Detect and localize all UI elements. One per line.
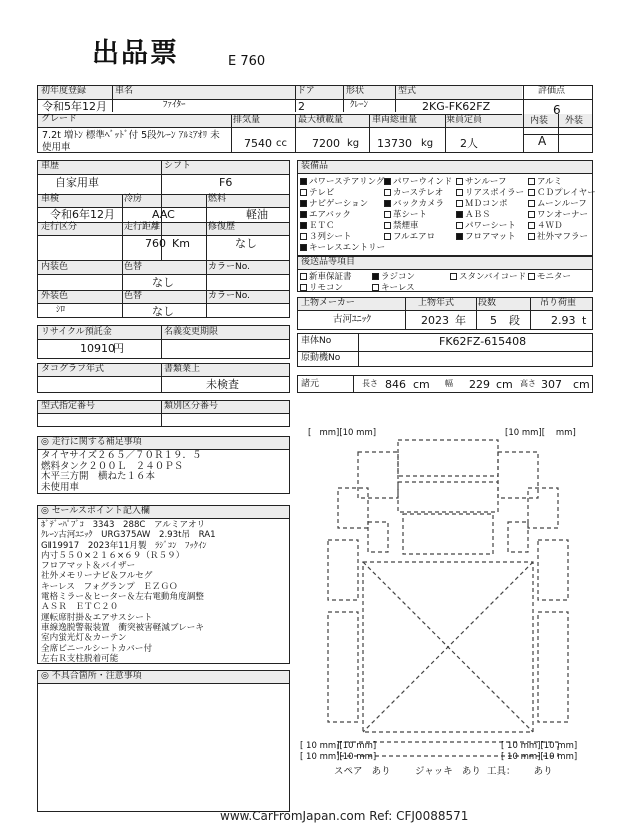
label-driving-notes: ◎ 走行に関する補足事項 xyxy=(41,437,142,447)
sales-point-text: ﾎﾞﾃﾞｰﾊﾟﾌﾞｺ 3343 288C アルミアオリ ｸﾚｰﾝ古河ﾕﾆｯｸ URG375AW 2.93t吊 RA1 GⅡ19917 2023年11月製 ﾗｼﾞｺﾝ ﾌｯｸｲﾝ 内寸５５０×２１６×６９（Ｒ５９） フロアマット＆バイザー 社外メモリーナビ＆フルセグ キーレス フォグランプ ＥＺＧＯ 電格ミラー＆ヒーター＆左右電動角度調整 ＡＳＲ ＥＴＣ２０ 運転席肘掛＆エアサスシート 車線逸脱警報装置 衝突被害軽減ブレーキ 室内蛍光灯＆カーテン 全席ビニールシートカバー付 左右Ｒ支柱脱着可能 xyxy=(41,520,216,664)
value-cooling: AAC xyxy=(152,208,175,221)
equipment-item: ムーンルーフ xyxy=(528,197,587,209)
unit-ton: t xyxy=(582,314,587,327)
label-post-items: 後送品等項目 xyxy=(301,257,356,267)
label-first-reg: 初年度登録 xyxy=(41,86,87,96)
value-interior: A xyxy=(538,134,547,148)
label-inspection: 車検 xyxy=(41,194,60,204)
checked-box-icon xyxy=(384,178,391,185)
value-score: 6 xyxy=(553,103,561,117)
checked-box-icon xyxy=(384,200,391,207)
equipment-item: ＥＴＣ xyxy=(300,219,335,231)
label-grade: グレード xyxy=(41,114,78,124)
label-exterior-color: 外装色 xyxy=(41,291,69,301)
equipment-item: キーレスエントリー xyxy=(300,241,385,253)
unchecked-box-icon xyxy=(528,273,535,280)
unit-yen: 円 xyxy=(113,342,124,355)
label-interior-colorno: カラーNo. xyxy=(208,262,250,272)
post-item: ラジコン xyxy=(372,270,415,282)
value-car-name: ﾌｧｲﾀｰ xyxy=(163,100,186,110)
unchecked-box-icon xyxy=(456,200,463,207)
label-gross-weight: 車両総重量 xyxy=(372,115,418,125)
unchecked-box-icon xyxy=(528,200,535,207)
value-cert: 未検査 xyxy=(206,378,239,391)
label-history: 車歴 xyxy=(41,161,60,171)
value-first-reg: 令和5年12月 xyxy=(42,100,107,113)
defect-notes-box xyxy=(37,670,290,812)
unchecked-box-icon xyxy=(300,233,307,240)
value-crane-maker: 古河ﾕﾆｯｸ xyxy=(333,314,372,325)
label-sales-point: ◎ セールスポイント記入欄 xyxy=(41,506,150,516)
label-crane-maker: 上物メーカー xyxy=(301,298,355,308)
equipment-item: 禁煙車 xyxy=(384,219,419,231)
value-gross-weight: 13730 xyxy=(377,137,412,150)
value-door: 2 xyxy=(298,100,305,113)
unchecked-box-icon xyxy=(456,222,463,229)
equipment-item: ＡＢＳ xyxy=(456,208,491,220)
label-length: 長さ xyxy=(362,379,378,388)
unchecked-box-icon xyxy=(384,233,391,240)
unchecked-box-icon xyxy=(528,222,535,229)
equipment-item: 革シート xyxy=(384,208,427,220)
label-crane-year: 上物年式 xyxy=(418,298,455,308)
unchecked-box-icon xyxy=(300,189,307,196)
unit-year: 年 xyxy=(455,314,466,327)
value-lift-load: 2.93 xyxy=(551,314,576,327)
label-cert: 書類業上 xyxy=(164,364,201,374)
tools: 工具： あり xyxy=(487,766,553,777)
spare-tire: スペア あり xyxy=(334,766,391,777)
value-displacement: 7540 xyxy=(244,137,272,150)
value-history: 自家用車 xyxy=(55,176,99,189)
label-lift-load: 吊り荷重 xyxy=(540,298,577,308)
value-repair: なし xyxy=(235,237,257,250)
unchecked-box-icon xyxy=(384,189,391,196)
value-exterior-change: なし xyxy=(152,305,174,318)
unit-kg-2: kg xyxy=(421,138,434,149)
equipment-item: エアバック xyxy=(300,208,351,220)
lot-number: E 760 xyxy=(228,54,266,69)
tire-tread-front-right: [10 mm][ mm] xyxy=(505,428,576,438)
equipment-item: ４ＷＤ xyxy=(528,219,563,231)
unit-km: Km xyxy=(172,237,190,250)
checked-box-icon xyxy=(300,222,307,229)
label-shape: 形状 xyxy=(346,86,365,96)
jack: ジャッキ あり xyxy=(415,766,481,777)
label-defect-notes: ◎ 不具合箇所・注意事項 xyxy=(41,671,142,681)
post-item: リモコン xyxy=(300,281,343,293)
unchecked-box-icon xyxy=(528,189,535,196)
unchecked-box-icon xyxy=(384,222,391,229)
label-width: 幅 xyxy=(445,379,453,388)
circle-icon: ◎ xyxy=(41,506,49,516)
checked-box-icon xyxy=(300,244,307,251)
unit-length: cm xyxy=(413,378,430,391)
label-engine-no: 原動機No xyxy=(301,353,341,363)
label-mileage: 走行距離 xyxy=(124,222,161,232)
unchecked-box-icon xyxy=(528,233,535,240)
label-category: 類別区分番号 xyxy=(164,401,219,411)
unit-height: cm xyxy=(573,378,590,391)
value-width: 229 xyxy=(469,378,490,391)
page-title: 出品票 xyxy=(92,38,179,69)
equipment-item: ナビゲーション xyxy=(300,197,368,209)
unchecked-box-icon xyxy=(372,284,379,291)
label-chassis-no: 車体No xyxy=(301,336,332,346)
tire-tread-rear-left: [ 10 mm][10 mm] [ 10 mm][10 mm] xyxy=(300,741,377,762)
label-name-change: 名義変更期限 xyxy=(164,327,219,337)
unit-cc: cc xyxy=(276,138,287,149)
value-capacity: 2人 xyxy=(460,137,478,150)
label-capacity: 乗員定員 xyxy=(446,115,483,125)
label-exterior-colorno: カラーNo. xyxy=(208,291,250,301)
equipment-item: パワーシート xyxy=(456,219,516,231)
value-shift: F6 xyxy=(219,176,233,189)
value-mileage: 760 xyxy=(145,237,166,250)
label-drive-class: 走行区分 xyxy=(41,222,78,232)
value-exterior-color: ｼﾛ xyxy=(56,305,66,315)
equipment-item: フロアマット xyxy=(456,230,516,242)
checked-box-icon xyxy=(372,273,379,280)
unchecked-box-icon xyxy=(384,211,391,218)
label-exterior-change: 色替 xyxy=(124,291,143,301)
unchecked-box-icon xyxy=(528,178,535,185)
driving-notes-text: タイヤサイズ２６５／７０Ｒ１９．５ 燃料タンク２００Ｌ ２４０ＰＳ 木平三方開 横ねた１６本 未使用車 xyxy=(41,450,202,493)
value-length: 846 xyxy=(385,378,406,391)
truck-diagram xyxy=(298,422,634,782)
post-item: スタンバイコード xyxy=(450,270,526,282)
checked-box-icon xyxy=(300,211,307,218)
label-model: 型式 xyxy=(398,86,417,96)
unit-width: cm xyxy=(496,378,513,391)
equipment-item: 社外マフラー xyxy=(528,230,588,242)
label-exterior: 外装 xyxy=(565,116,584,126)
unchecked-box-icon xyxy=(456,189,463,196)
equipment-item: カーステレオ xyxy=(384,186,443,198)
unchecked-box-icon xyxy=(528,211,535,218)
circle-icon: ◎ xyxy=(41,437,49,447)
value-max-load: 7200 xyxy=(312,137,340,150)
tire-tread-front-left: [ mm][10 mm] xyxy=(308,428,377,438)
unchecked-box-icon xyxy=(450,273,457,280)
label-max-load: 最大積載量 xyxy=(298,115,344,125)
label-dimensions: 諸元 xyxy=(301,379,320,389)
label-repair: 修復歴 xyxy=(208,222,236,232)
footer-reference: www.CarFromJapan.com Ref: CFJ0088571 xyxy=(220,809,469,823)
label-equipment: 装備品 xyxy=(301,161,329,171)
circle-icon: ◎ xyxy=(41,671,49,681)
unchecked-box-icon xyxy=(300,273,307,280)
label-recycle: リサイクル預託金 xyxy=(41,327,112,337)
value-inspection: 令和6年12月 xyxy=(50,208,115,221)
equipment-item: サンルーフ xyxy=(456,175,506,187)
post-item: キーレス xyxy=(372,281,415,293)
tire-tread-rear-right: [ 10 mm][10 mm] [ 10 mm][10 mm] xyxy=(501,741,578,762)
equipment-item: ３列シート xyxy=(300,230,352,242)
label-cooling: 冷房 xyxy=(124,194,143,204)
label-height: 高さ xyxy=(520,379,536,388)
post-item: モニター xyxy=(528,270,571,282)
value-interior-change: なし xyxy=(152,276,174,289)
equipment-item: ＣＤプレイヤー xyxy=(528,186,596,198)
unchecked-box-icon xyxy=(300,284,307,291)
value-shape: ｸﾚｰﾝ xyxy=(350,100,369,110)
label-model-designation: 型式指定番号 xyxy=(41,401,96,411)
checked-box-icon xyxy=(300,178,307,185)
value-crane-year: 2023 xyxy=(421,314,449,327)
equipment-item: フルエアロ xyxy=(384,230,435,242)
value-chassis-no: FK62FZ-615408 xyxy=(439,335,527,348)
equipment-item: アルミ xyxy=(528,175,562,187)
checked-box-icon xyxy=(456,211,463,218)
unit-kg-1: kg xyxy=(347,138,360,149)
label-tacho: タコグラフ年式 xyxy=(41,364,105,374)
unit-steps: 段 xyxy=(509,314,520,327)
checked-box-icon xyxy=(456,233,463,240)
equipment-item: リアスポイラー xyxy=(456,186,524,198)
value-grade: 7.2t 増ﾄﾝ 標準ﾍﾞｯﾄﾞ付 5段ｸﾚｰﾝ ｱﾙﾐｱｵﾘ 未使用車 xyxy=(42,130,220,153)
value-steps: 5 xyxy=(490,314,497,327)
label-interior-change: 色替 xyxy=(124,262,143,272)
equipment-item: パワーステアリング xyxy=(300,175,384,187)
equipment-item: ＭＤコンポ xyxy=(456,197,508,209)
label-fuel: 燃料 xyxy=(208,194,227,204)
label-displacement: 排気量 xyxy=(233,115,261,125)
label-door: ドア xyxy=(297,86,315,96)
label-interior-color: 内装色 xyxy=(41,262,69,272)
equipment-item: パワーウインド xyxy=(384,175,452,187)
checked-box-icon xyxy=(300,200,307,207)
equipment-item: テレビ xyxy=(300,186,334,198)
label-car-name: 車名 xyxy=(115,86,134,96)
value-recycle: 10910 xyxy=(80,342,115,355)
label-steps: 段数 xyxy=(478,298,497,308)
equipment-item: バックカメラ xyxy=(384,197,444,209)
equipment-item: ワンオーナー xyxy=(528,208,588,220)
post-item: 新車保証書 xyxy=(300,270,352,282)
value-fuel: 軽油 xyxy=(246,208,268,221)
unchecked-box-icon xyxy=(456,178,463,185)
label-shift: シフト xyxy=(164,161,192,171)
value-model: 2KG-FK62FZ xyxy=(422,100,491,113)
label-score: 評価点 xyxy=(538,86,566,96)
label-interior: 内装 xyxy=(530,116,549,126)
value-height: 307 xyxy=(541,378,562,391)
